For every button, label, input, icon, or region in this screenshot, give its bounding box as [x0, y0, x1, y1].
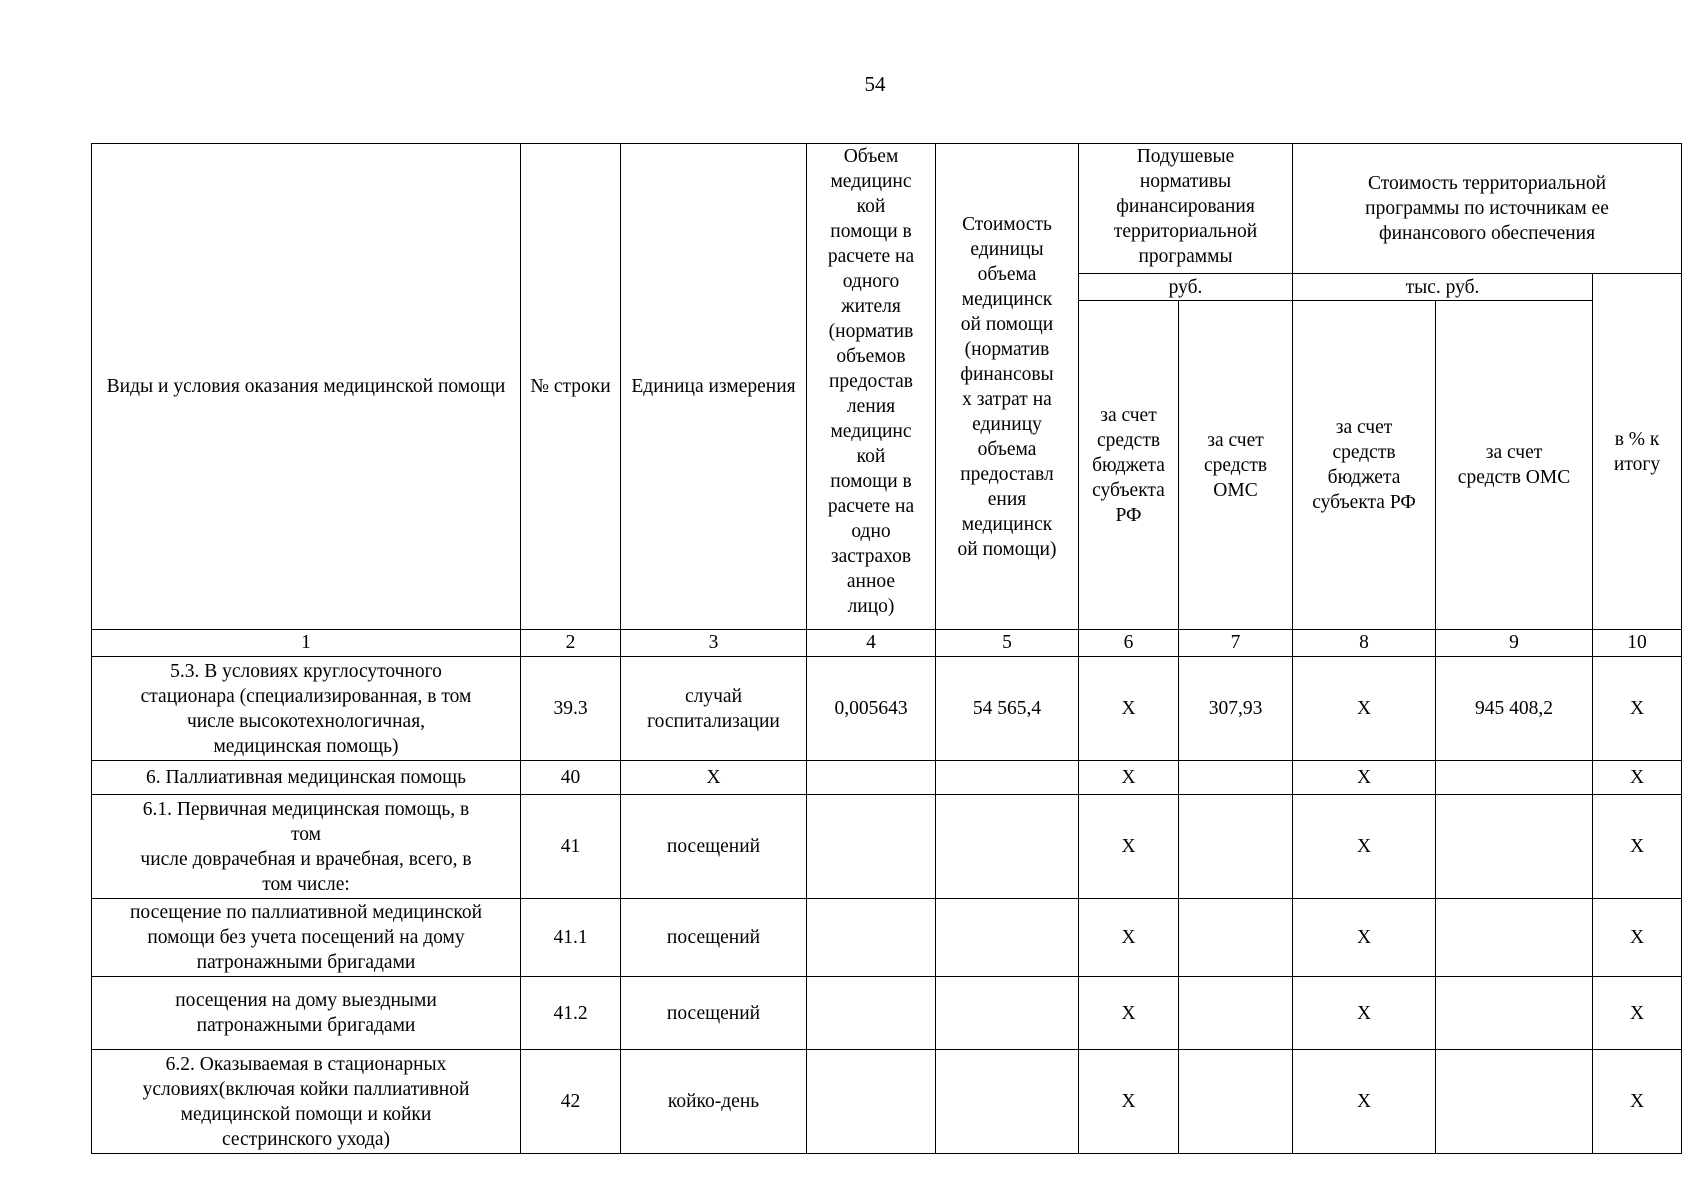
- row-percent: Х: [1593, 977, 1682, 1050]
- header-unit: Единица измерения: [621, 144, 807, 630]
- row-number: 42: [521, 1050, 621, 1154]
- row-type: 6.1. Первичная медицинская помощь, в том числе доврачебная и врачебная, всего, в том числе:: [92, 795, 521, 899]
- row-per-capita-oms: [1179, 795, 1293, 899]
- row-per-capita-oms: [1179, 899, 1293, 977]
- financing-table: [91, 143, 1682, 1154]
- header-program-cost-group: Стоимость территориальной программы по источникам ее финансового обеспечения: [1293, 144, 1682, 274]
- row-type: 6.2. Оказываемая в стационарных условиях(включая койки паллиативной медицинской помощи и койки сестринского ухода): [92, 1050, 521, 1154]
- row-program-oms: [1436, 1050, 1593, 1154]
- row-per-capita-oms: 307,93: [1179, 657, 1293, 761]
- row-unit: посещений: [621, 977, 807, 1050]
- header-unit-rub: руб.: [1079, 274, 1293, 301]
- row-unit-cost: 54 565,4: [936, 657, 1079, 761]
- column-number: 8: [1293, 630, 1436, 657]
- row-unit: случай госпитализации: [621, 657, 807, 761]
- column-number: 9: [1436, 630, 1593, 657]
- header-percent: в % к итогу: [1593, 274, 1682, 630]
- column-number: 1: [92, 630, 521, 657]
- row-per-capita-oms: [1179, 1050, 1293, 1154]
- row-program-budget: Х: [1293, 657, 1436, 761]
- row-program-budget: Х: [1293, 795, 1436, 899]
- row-unit: посещений: [621, 795, 807, 899]
- row-program-budget: Х: [1293, 761, 1436, 795]
- row-type: 6. Паллиативная медицинская помощь: [92, 761, 521, 795]
- row-volume: 0,005643: [807, 657, 936, 761]
- row-percent: Х: [1593, 657, 1682, 761]
- row-percent: Х: [1593, 795, 1682, 899]
- row-program-oms: [1436, 899, 1593, 977]
- row-per-capita-budget: Х: [1079, 1050, 1179, 1154]
- table-row: [92, 1050, 1682, 1154]
- row-per-capita-budget: Х: [1079, 899, 1179, 977]
- row-per-capita-budget: Х: [1079, 761, 1179, 795]
- column-number: 2: [521, 630, 621, 657]
- row-unit-cost: [936, 795, 1079, 899]
- row-number: 41: [521, 795, 621, 899]
- row-program-oms: [1436, 977, 1593, 1050]
- row-per-capita-budget: Х: [1079, 795, 1179, 899]
- row-program-budget: Х: [1293, 899, 1436, 977]
- column-number: 7: [1179, 630, 1293, 657]
- row-volume: [807, 761, 936, 795]
- column-numbers-row: [92, 630, 1682, 657]
- row-type: посещения на дому выездными патронажными бригадами: [92, 977, 521, 1050]
- row-unit-cost: [936, 977, 1079, 1050]
- header-per-capita-group: Подушевые нормативы финансирования территориальной программы: [1079, 144, 1293, 274]
- header-program-oms: за счет средств ОМС: [1436, 301, 1593, 630]
- row-per-capita-budget: Х: [1079, 657, 1179, 761]
- table-row: [92, 899, 1682, 977]
- row-volume: [807, 899, 936, 977]
- row-per-capita-oms: [1179, 977, 1293, 1050]
- row-volume: [807, 1050, 936, 1154]
- row-type: посещение по паллиативной медицинской помощи без учета посещений на дому патронажными бригадами: [92, 899, 521, 977]
- header-row-number: № строки: [521, 144, 621, 630]
- row-program-budget: Х: [1293, 977, 1436, 1050]
- row-unit-cost: [936, 761, 1079, 795]
- row-percent: Х: [1593, 761, 1682, 795]
- column-number: 4: [807, 630, 936, 657]
- header-unit-thousand-rub: тыс. руб.: [1293, 274, 1593, 301]
- column-number: 6: [1079, 630, 1179, 657]
- header-per-capita-budget: за счет средств бюджета субъекта РФ: [1079, 301, 1179, 630]
- header-volume: Объем медицинс кой помощи в расчете на одного жителя (норматив объемов предостав ления медицинс кой помощи в расчете на одно застрахов анное лицо): [807, 144, 936, 630]
- row-type: 5.3. В условиях круглосуточного стационара (специализированная, в том числе высокотехнологичная, медицинская помощь): [92, 657, 521, 761]
- row-number: 41.2: [521, 977, 621, 1050]
- page-number: 54: [864, 72, 886, 96]
- header-types: Виды и условия оказания медицинской помощи: [92, 144, 521, 630]
- row-program-budget: Х: [1293, 1050, 1436, 1154]
- column-number: 10: [1593, 630, 1682, 657]
- header-unit-cost: Стоимость единицы объема медицинск ой помощи (норматив финансовы х затрат на единицу объема предоставл ения медицинск ой помощи): [936, 144, 1079, 630]
- row-per-capita-budget: Х: [1079, 977, 1179, 1050]
- row-unit: Х: [621, 761, 807, 795]
- row-per-capita-oms: [1179, 761, 1293, 795]
- header-per-capita-oms: за счет средств ОМС: [1179, 301, 1293, 630]
- row-percent: Х: [1593, 1050, 1682, 1154]
- table-row: [92, 761, 1682, 795]
- column-number: 3: [621, 630, 807, 657]
- row-unit: койко-день: [621, 1050, 807, 1154]
- row-number: 39.3: [521, 657, 621, 761]
- table-row: [92, 977, 1682, 1050]
- table-row: [92, 657, 1682, 761]
- row-unit-cost: [936, 1050, 1079, 1154]
- header-program-budget: за счет средств бюджета субъекта РФ: [1293, 301, 1436, 630]
- row-volume: [807, 977, 936, 1050]
- table-row: [92, 795, 1682, 899]
- row-number: 41.1: [521, 899, 621, 977]
- row-percent: Х: [1593, 899, 1682, 977]
- column-number: 5: [936, 630, 1079, 657]
- row-unit: посещений: [621, 899, 807, 977]
- row-number: 40: [521, 761, 621, 795]
- row-program-oms: [1436, 795, 1593, 899]
- row-unit-cost: [936, 899, 1079, 977]
- row-program-oms: [1436, 761, 1593, 795]
- row-program-oms: 945 408,2: [1436, 657, 1593, 761]
- row-volume: [807, 795, 936, 899]
